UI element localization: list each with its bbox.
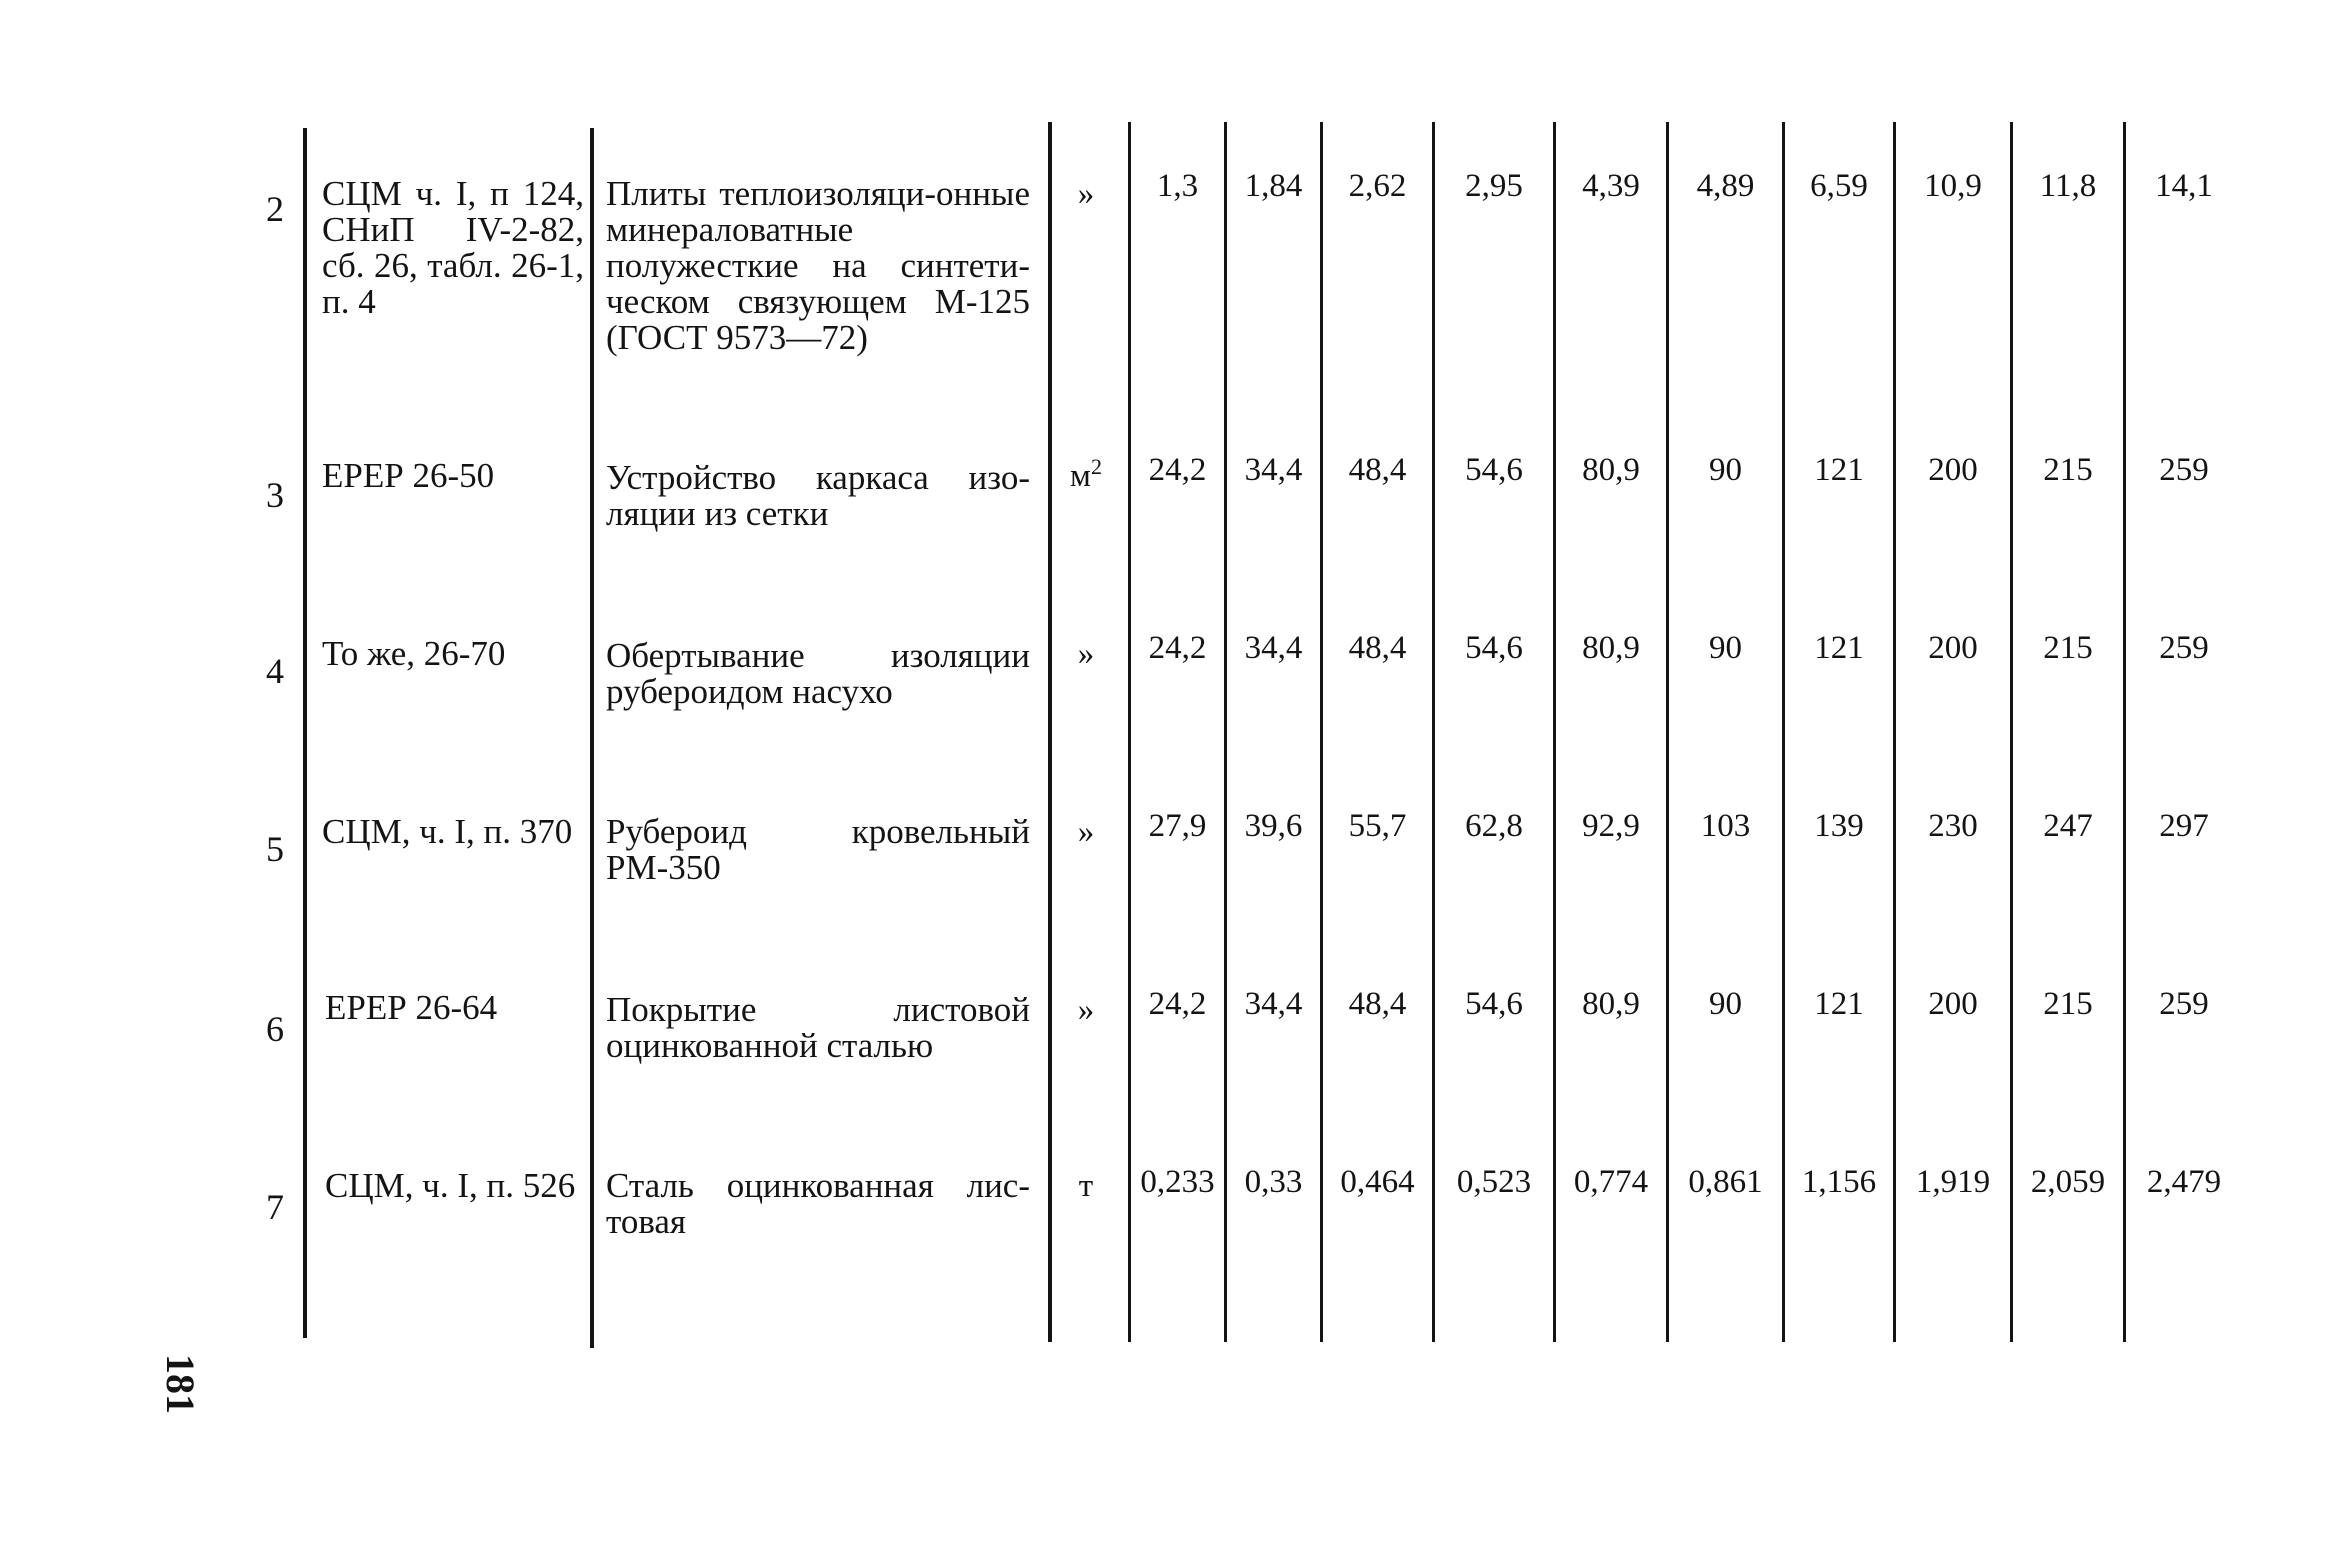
row-number: 2 <box>266 189 284 229</box>
value-cell: 259 <box>2159 630 2209 666</box>
value-cell: 62,8 <box>1465 808 1523 844</box>
value-cell: 215 <box>2043 630 2093 666</box>
work-description: Устройство каркаса изо-ляции из сетки <box>606 458 1030 533</box>
value-cell: 34,4 <box>1244 452 1303 488</box>
value-cell: 10,9 <box>1924 168 1982 204</box>
value-cell: 54,6 <box>1465 986 1523 1022</box>
unit-of-measure: » <box>1077 636 1095 672</box>
value-cell: 0,233 <box>1140 1164 1215 1200</box>
value-cell: 121 <box>1814 452 1864 488</box>
value-cell: 90 <box>1709 986 1742 1022</box>
table-rule <box>2123 122 2126 1342</box>
table-rule <box>1224 122 1227 1342</box>
value-cell: 2,62 <box>1348 168 1407 204</box>
value-cell: 1,3 <box>1156 168 1199 204</box>
value-cell: 4,89 <box>1696 168 1755 204</box>
unit-superscript: 2 <box>1090 454 1102 479</box>
work-description: Рубероид кровельный РМ-350 <box>606 812 1030 887</box>
value-cell: 80,9 <box>1582 630 1640 666</box>
source-reference: СЦМ ч. I, п 124, СНиП IV-2-82, сб. 26, табл. 26-1, п. 4 <box>322 174 584 321</box>
unit-of-measure: » <box>1077 176 1095 212</box>
value-cell: 80,9 <box>1582 452 1640 488</box>
value-cell: 1,919 <box>1915 1164 1991 1200</box>
table-rule <box>1893 122 1896 1342</box>
unit-of-measure <box>1046 454 1126 494</box>
table-rule <box>1048 122 1052 1342</box>
table-rule <box>590 128 594 1348</box>
table-rule <box>1128 122 1131 1342</box>
value-cell: 0,523 <box>1456 1164 1532 1200</box>
value-cell: 259 <box>2159 986 2209 1022</box>
value-cell: 247 <box>2043 808 2093 844</box>
value-cell: 80,9 <box>1582 986 1640 1022</box>
value-cell: 4,39 <box>1582 168 1640 204</box>
value-cell: 200 <box>1928 986 1978 1022</box>
value-cell: 121 <box>1814 630 1864 666</box>
row-number: 6 <box>266 1009 284 1049</box>
value-cell: 6,59 <box>1810 168 1868 204</box>
value-cell: 0,774 <box>1573 1164 1649 1200</box>
work-description: Плиты теплоизоляци-онные минераловатные полужесткие на синтети-ческом связующем М-125 (ГОСТ 9573—72) <box>606 174 1030 357</box>
value-cell: 34,4 <box>1244 986 1303 1022</box>
value-cell: 139 <box>1814 808 1864 844</box>
work-description: Покрытие листовой оцинкованной сталью <box>606 990 1030 1065</box>
work-description: Обертывание изоляции рубероидом насухо <box>606 636 1030 711</box>
value-cell: 297 <box>2159 808 2209 844</box>
value-cell: 0,464 <box>1340 1164 1415 1200</box>
source-reference: ЕРЕР 26-64 <box>325 988 498 1027</box>
value-cell: 14,1 <box>2155 168 2213 204</box>
row-number: 5 <box>266 829 284 869</box>
value-cell: 24,2 <box>1148 452 1207 488</box>
unit-of-measure: » <box>1077 814 1095 850</box>
unit-of-measure: » <box>1077 992 1095 1028</box>
value-cell: 2,479 <box>2146 1164 2222 1200</box>
source-reference: ЕРЕР 26-50 <box>322 456 495 495</box>
value-cell: 48,4 <box>1348 452 1407 488</box>
value-cell: 34,4 <box>1244 630 1303 666</box>
value-cell: 11,8 <box>2039 168 2097 204</box>
unit-base: м <box>1070 458 1091 494</box>
value-cell: 1,84 <box>1244 168 1303 204</box>
value-cell: 2,059 <box>2030 1164 2106 1200</box>
row-number: 4 <box>266 651 284 691</box>
value-cell: 92,9 <box>1582 808 1640 844</box>
value-cell: 54,6 <box>1465 630 1523 666</box>
table-rule <box>2010 122 2013 1342</box>
value-cell: 48,4 <box>1348 630 1407 666</box>
value-cell: 24,2 <box>1148 630 1207 666</box>
value-cell: 2,95 <box>1465 168 1523 204</box>
value-cell: 48,4 <box>1348 986 1407 1022</box>
value-cell: 259 <box>2159 452 2209 488</box>
table-rule <box>1432 122 1435 1342</box>
value-cell: 90 <box>1709 452 1742 488</box>
source-reference: СЦМ, ч. I, п. 526 <box>325 1166 576 1205</box>
value-cell: 200 <box>1928 452 1978 488</box>
table-rule <box>1782 122 1785 1342</box>
value-cell: 0,861 <box>1688 1164 1763 1200</box>
table-rule <box>1320 122 1323 1342</box>
value-cell: 54,6 <box>1465 452 1523 488</box>
value-cell: 39,6 <box>1244 808 1303 844</box>
table-rule <box>1666 122 1669 1342</box>
value-cell: 230 <box>1928 808 1978 844</box>
value-cell: 121 <box>1814 986 1864 1022</box>
value-cell: 90 <box>1709 630 1742 666</box>
value-cell: 200 <box>1928 630 1978 666</box>
value-cell: 27,9 <box>1148 808 1207 844</box>
value-cell: 1,156 <box>1801 1164 1877 1200</box>
page-number: 181 <box>158 1354 203 1414</box>
work-description: Сталь оцинкованная лис-товая <box>606 1166 1030 1241</box>
value-cell: 55,7 <box>1348 808 1407 844</box>
value-cell: 103 <box>1700 808 1751 844</box>
source-reference: То же, 26-70 <box>322 634 506 673</box>
value-cell: 215 <box>2043 452 2093 488</box>
row-number: 7 <box>266 1187 284 1227</box>
table-rule <box>303 128 307 1338</box>
unit-of-measure: т <box>1078 1168 1094 1204</box>
value-cell: 215 <box>2043 986 2093 1022</box>
value-cell: 24,2 <box>1148 986 1207 1022</box>
table-rule <box>1553 122 1556 1342</box>
row-number: 3 <box>266 475 284 515</box>
source-reference: СЦМ, ч. I, п. 370 <box>322 812 573 851</box>
value-cell: 0,33 <box>1244 1164 1303 1200</box>
